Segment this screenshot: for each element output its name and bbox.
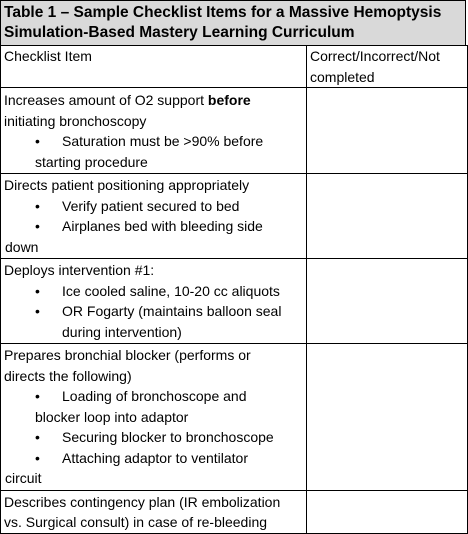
bullet-line: down [5,238,39,255]
table-row [1,88,468,174]
table-row [1,259,468,344]
table-header-row [1,46,468,88]
sub-bullet-item [4,281,304,302]
bullet-line: starting procedure [35,153,148,170]
bullet-icon: • [35,388,40,404]
item-text-line2: vs. Surgical consult) in case of re-bleeding [4,514,268,530]
bullet-line: Attaching adaptor to ventilator [62,449,249,466]
bullet-icon: • [35,133,40,149]
item-text: Directs patient positioning appropriately [4,177,250,193]
bullet-line: during intervention) [62,323,182,340]
bullet-line: blocker loop into adaptor [35,408,189,425]
bullet-line: Airplanes bed with bleeding side [62,218,263,234]
item-text-bold: before [207,92,251,108]
bullet-icon: • [35,429,40,445]
sub-bullet-list [4,386,304,489]
table-row [1,174,468,259]
bullet-line: Ice cooled saline, 10-20 cc aliquots [62,282,280,299]
header-checklist-item [1,46,307,88]
header-correct-incorrect [307,46,468,88]
bullet-line: Securing blocker to bronchoscope [62,429,274,445]
bullet-line: OR Fogarty (maintains balloon seal [62,303,282,319]
bullet-icon: • [35,218,40,234]
item-text-pre: Increases amount of O2 support [4,92,208,108]
checklist-item-cell [1,259,307,344]
bullet-line: Saturation must be >90% before [62,133,264,149]
sub-bullet-item [4,216,304,257]
bullet-line: Verify patient secured to bed [62,197,240,214]
status-cell[interactable] [307,174,468,259]
sub-bullet-item [4,131,304,172]
checklist-item-cell [1,88,307,174]
bullet-icon: • [35,303,40,319]
sub-bullet-item [4,386,304,427]
item-text: Describes contingency plan (IR embolization [4,493,281,510]
status-cell[interactable] [307,490,468,533]
status-cell[interactable] [307,259,468,344]
sub-bullet-item [4,196,304,217]
table-row [1,490,468,533]
sub-bullet-list [4,131,304,172]
checklist-table [0,45,468,534]
item-text: Deploys intervention #1: [4,262,155,278]
sub-bullet-item [4,301,304,342]
item-text-line2: directs the following) [4,367,132,384]
bullet-line: circuit [5,470,42,486]
status-cell[interactable] [307,344,468,491]
sub-bullet-list [4,196,304,258]
table-title [0,0,466,46]
sub-bullet-list [4,281,304,343]
header-col2-line2: completed [310,68,375,85]
table-title-line2: Simulation-Based Mastery Learning Curriculum [4,24,355,41]
status-cell[interactable] [307,88,468,174]
bullet-icon: • [35,282,40,299]
item-text: Prepares bronchial blocker (performs or [4,347,251,363]
bullet-icon: • [35,449,40,466]
sub-bullet-item [4,427,304,448]
table-row [1,344,468,491]
item-text-line2: initiating bronchoscopy [4,112,147,129]
bullet-line: Loading of bronchoscope and [62,388,247,404]
bullet-icon: • [35,197,40,214]
table-title-line1: Table 1 – Sample Checklist Items for a Massive Hemoptysis [4,4,442,21]
checklist-item-cell [1,174,307,259]
checklist-item-cell [1,490,307,533]
item-text [4,90,304,111]
header-col1-label: Checklist Item [4,48,92,64]
sub-bullet-item [4,448,304,489]
header-col2-line1: Correct/Incorrect/Not [310,48,440,64]
checklist-item-cell [1,344,307,491]
